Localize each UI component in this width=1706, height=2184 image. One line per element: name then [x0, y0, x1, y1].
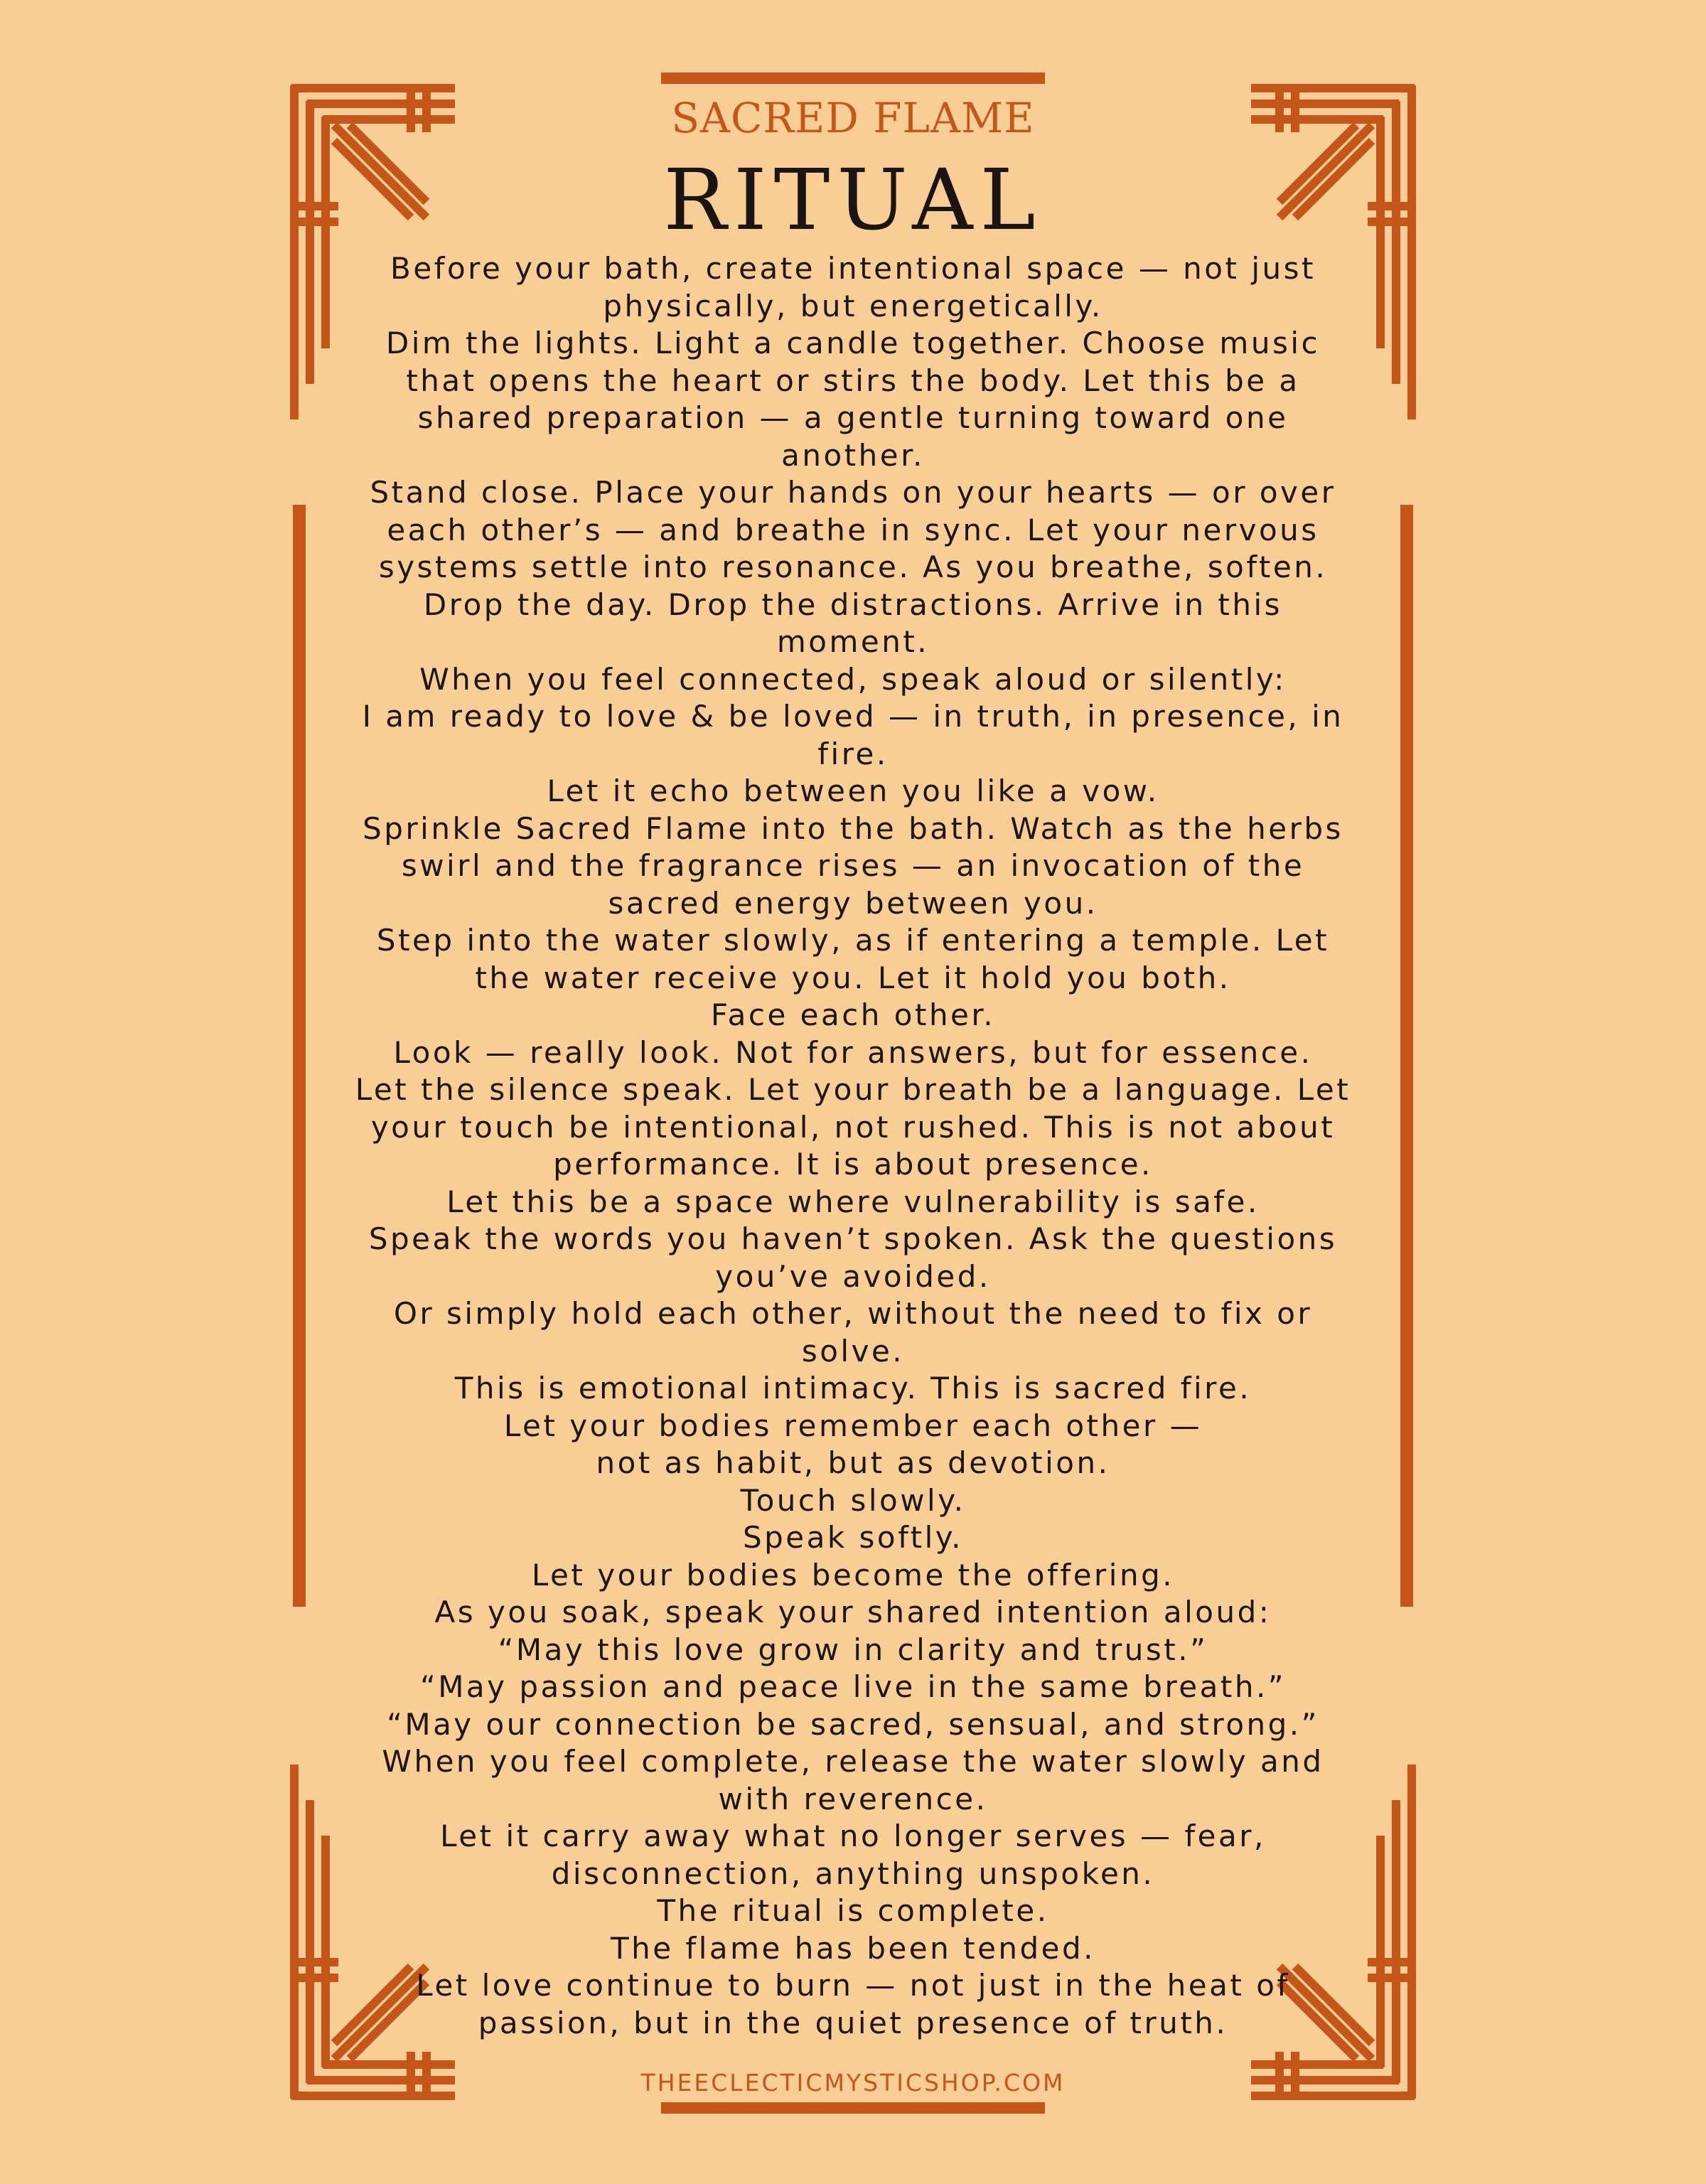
- text-line: Let this be a space where vulnerability is safe.: [446, 1184, 1260, 1219]
- text-line: Touch slowly.: [740, 1482, 966, 1518]
- text-line: Before your bath, create intentional space — not just: [390, 251, 1316, 286]
- text-line: Let the silence speak. Let your breath be a language. Let: [355, 1072, 1351, 1107]
- frame-right-bar: [1400, 505, 1413, 1607]
- text-line: Drop the day. Drop the distractions. Arrive in this: [423, 587, 1283, 622]
- text-line: with reverence.: [718, 1781, 988, 1816]
- text-line: shared preparation — a gentle turning toward one: [417, 400, 1289, 435]
- subtitle: SACRED FLAME: [671, 94, 1035, 142]
- text-line: sacred energy between you.: [608, 885, 1098, 921]
- text-line: When you feel complete, release the water slowly and: [382, 1744, 1324, 1779]
- frame-left-bar: [293, 505, 306, 1607]
- text-line: Let your bodies become the offering.: [531, 1557, 1175, 1592]
- footer-url: THEECLECTICMYSTICSHOP.COM: [640, 2069, 1066, 2097]
- text-line: Let your bodies remember each other —: [503, 1408, 1203, 1443]
- frame-top-bar: [661, 73, 1045, 84]
- text-line: “May our connection be sacred, sensual, and strong.”: [387, 1706, 1319, 1742]
- text-line: Dim the lights. Light a candle together. Choose music: [385, 326, 1321, 360]
- text-line: Or simply hold each other, without the need to fix or: [393, 1296, 1313, 1331]
- text-line: When you feel connected, speak aloud or silently:: [419, 661, 1287, 697]
- text-line: Look — really look. Not for answers, but for essence.: [393, 1034, 1313, 1070]
- text-line: Let it carry away what no longer serves — fear,: [440, 1819, 1266, 1853]
- text-line: swirl and the fragrance rises — an invocation of the: [401, 848, 1305, 883]
- text-line: the water receive you. Let it hold you both.: [475, 960, 1231, 995]
- text-line: As you soak, speak your shared intention aloud:: [434, 1595, 1272, 1629]
- text-line: Face each other.: [710, 997, 996, 1032]
- text-line: Sprinkle Sacred Flame into the bath. Watch as the herbs: [363, 810, 1343, 846]
- text-line: moment.: [776, 624, 930, 659]
- text-line: The flame has been tended.: [610, 1930, 1096, 1966]
- text-line: Let love continue to burn — not just in the heat of: [416, 1968, 1290, 2003]
- text-line: This is emotional intimacy. This is sacred fire.: [454, 1371, 1252, 1406]
- text-line: systems settle into resonance. As you breathe, soften.: [378, 550, 1328, 584]
- text-line: The ritual is complete.: [657, 1893, 1049, 1928]
- text-line: Step into the water slowly, as if entering a temple. Let: [376, 923, 1330, 958]
- text-line: solve.: [801, 1333, 905, 1369]
- text-line: Speak softly.: [742, 1520, 964, 1555]
- text-line: fire.: [817, 736, 889, 771]
- text-line: physically, but energetically.: [603, 288, 1103, 323]
- text-line: each other’s — and breathe in sync. Let your nervous: [387, 512, 1319, 547]
- text-line: another.: [781, 437, 925, 473]
- text-line: disconnection, anything unspoken.: [551, 1856, 1155, 1891]
- text-line: I am ready to love & be loved — in truth, in presence, in: [362, 699, 1344, 734]
- text-line: Stand close. Place your hands on your hearts — or over: [370, 475, 1336, 510]
- text-line: “May passion and peace live in the same breath.”: [419, 1669, 1287, 1704]
- text-line: that opens the heart or stirs the body. Let this be a: [406, 363, 1300, 398]
- frame-bottom-bar: [661, 2102, 1045, 2114]
- ritual-text: [341, 250, 1365, 2042]
- text-line: “May this love grow in clarity and trust.”: [498, 1632, 1208, 1667]
- page-title: RITUAL: [663, 151, 1043, 249]
- text-line: not as habit, but as devotion.: [596, 1445, 1110, 1480]
- text-line: Speak the words you haven’t spoken. Ask the questions: [368, 1221, 1338, 1256]
- text-line: your touch be intentional, not rushed. This is not about: [370, 1109, 1336, 1145]
- text-line: performance. It is about presence.: [553, 1147, 1153, 1182]
- text-line: you’ve avoided.: [715, 1258, 991, 1294]
- text-line: Let it echo between you like a vow.: [547, 774, 1159, 808]
- text-line: passion, but in the quiet presence of truth.: [478, 2005, 1228, 2040]
